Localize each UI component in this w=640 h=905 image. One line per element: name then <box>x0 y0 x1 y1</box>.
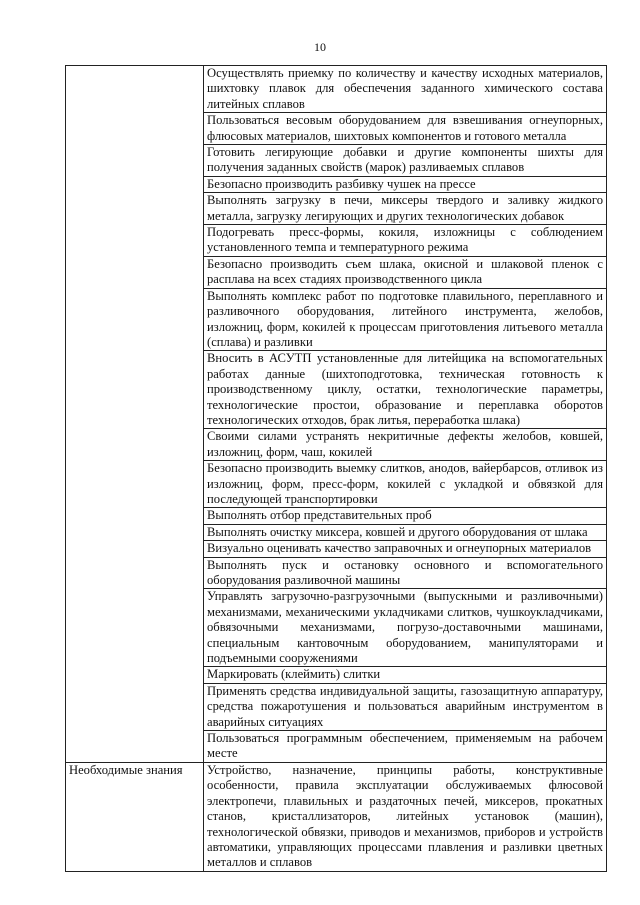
page-number: 10 <box>314 40 326 54</box>
skill-item: Выполнять загрузку в печи, миксеры твердого и заливку жидкого металла, загрузку легирующих и других технологических добавок <box>204 193 607 225</box>
table-body <box>66 66 607 872</box>
knowledge-row <box>66 762 607 871</box>
skill-item: Осуществлять приемку по количеству и качеству исходных материалов, шихтовку плавок для обеспечения заданного химического состава литейных сплавов <box>204 66 607 113</box>
qualification-table <box>65 65 607 872</box>
skill-item: Пользоваться программным обеспечением, применяемым на рабочем месте <box>204 731 607 763</box>
skill-item: Безопасно производить разбивку чушек на прессе <box>204 176 607 192</box>
skill-item: Визуально оценивать качество заправочных и огнеупорных материалов <box>204 541 607 557</box>
skill-item: Пользоваться весовым оборудованием для взвешивания огнеупорных, флюсовых материалов, шихтовых компонентов и готового металла <box>204 113 607 145</box>
skill-item: Маркировать (клеймить) слитки <box>204 667 607 683</box>
skill-row <box>66 66 607 113</box>
skill-item: Выполнять очистку миксера, ковшей и другого оборудования от шлака <box>204 524 607 540</box>
knowledge-label-cell: Необходимые знания <box>66 762 204 871</box>
skill-item: Выполнять пуск и остановку основного и вспомогательного оборудования разливочной машины <box>204 557 607 589</box>
skills-label-cell <box>66 66 204 763</box>
skill-item: Выполнять комплекс работ по подготовке плавильного, переплавного и разливочного оборудования, литейного инструмента, желобов, изложниц, форм, кокилей к процессам приготовления литьевого металла (сплава) и разливки <box>204 288 607 351</box>
skill-item: Применять средства индивидуальной защиты, газозащитную аппаратуру, средства пожаротушения и пользоваться аварийным инструментом в аварийных ситуациях <box>204 683 607 730</box>
skill-item: Готовить легирующие добавки и другие компоненты шихты для получения заданных свойств (марок) разливаемых сплавов <box>204 145 607 177</box>
knowledge-item: Устройство, назначение, принципы работы, конструктивные особенности, правила эксплуатации обслуживаемых флюсовой электропечи, плавильных и раздаточных печей, миксеров, прокатных станов, кристаллизаторов, литейных установок (машин), технологической обвязки, приводов и механизмов, приборов и устройств автоматики, управляющих процессами плавления и разливки цветных металлов и сплавов <box>204 762 607 871</box>
skill-item: Безопасно производить съем шлака, окисной и шлаковой пленок с расплава на всех стадиях производственного цикла <box>204 256 607 288</box>
skill-item: Выполнять отбор представительных проб <box>204 508 607 524</box>
skill-item: Управлять загрузочно-разгрузочными (выпускными и разливочными) механизмами, механическими укладчиками слитков, чушкоукладчиками, обвязочными механизмами, погрузо-доставочными машинами, специальным кантовочным оборудованием, манипуляторами и подъемными сооружениями <box>204 589 607 667</box>
skill-item: Подогревать пресс-формы, кокиля, изложницы с соблюдением установленного темпа и температурного режима <box>204 225 607 257</box>
skill-item: Безопасно производить выемку слитков, анодов, вайербарсов, отливок из изложниц, форм, пресс-форм, кокилей с укладкой и обвязкой для последующей транспортировки <box>204 461 607 508</box>
skill-item: Вносить в АСУТП установленные для литейщика на вспомогательных работах данные (шихтоподготовка, техническая готовность к производственному циклу, остатки, технологические параметры, технологические простои, образование и переплавка оборотов технологических отходов, брак литья, переработка шлака) <box>204 351 607 429</box>
skill-item: Своими силами устранять некритичные дефекты желобов, ковшей, изложниц, форм, чаш, кокилей <box>204 429 607 461</box>
